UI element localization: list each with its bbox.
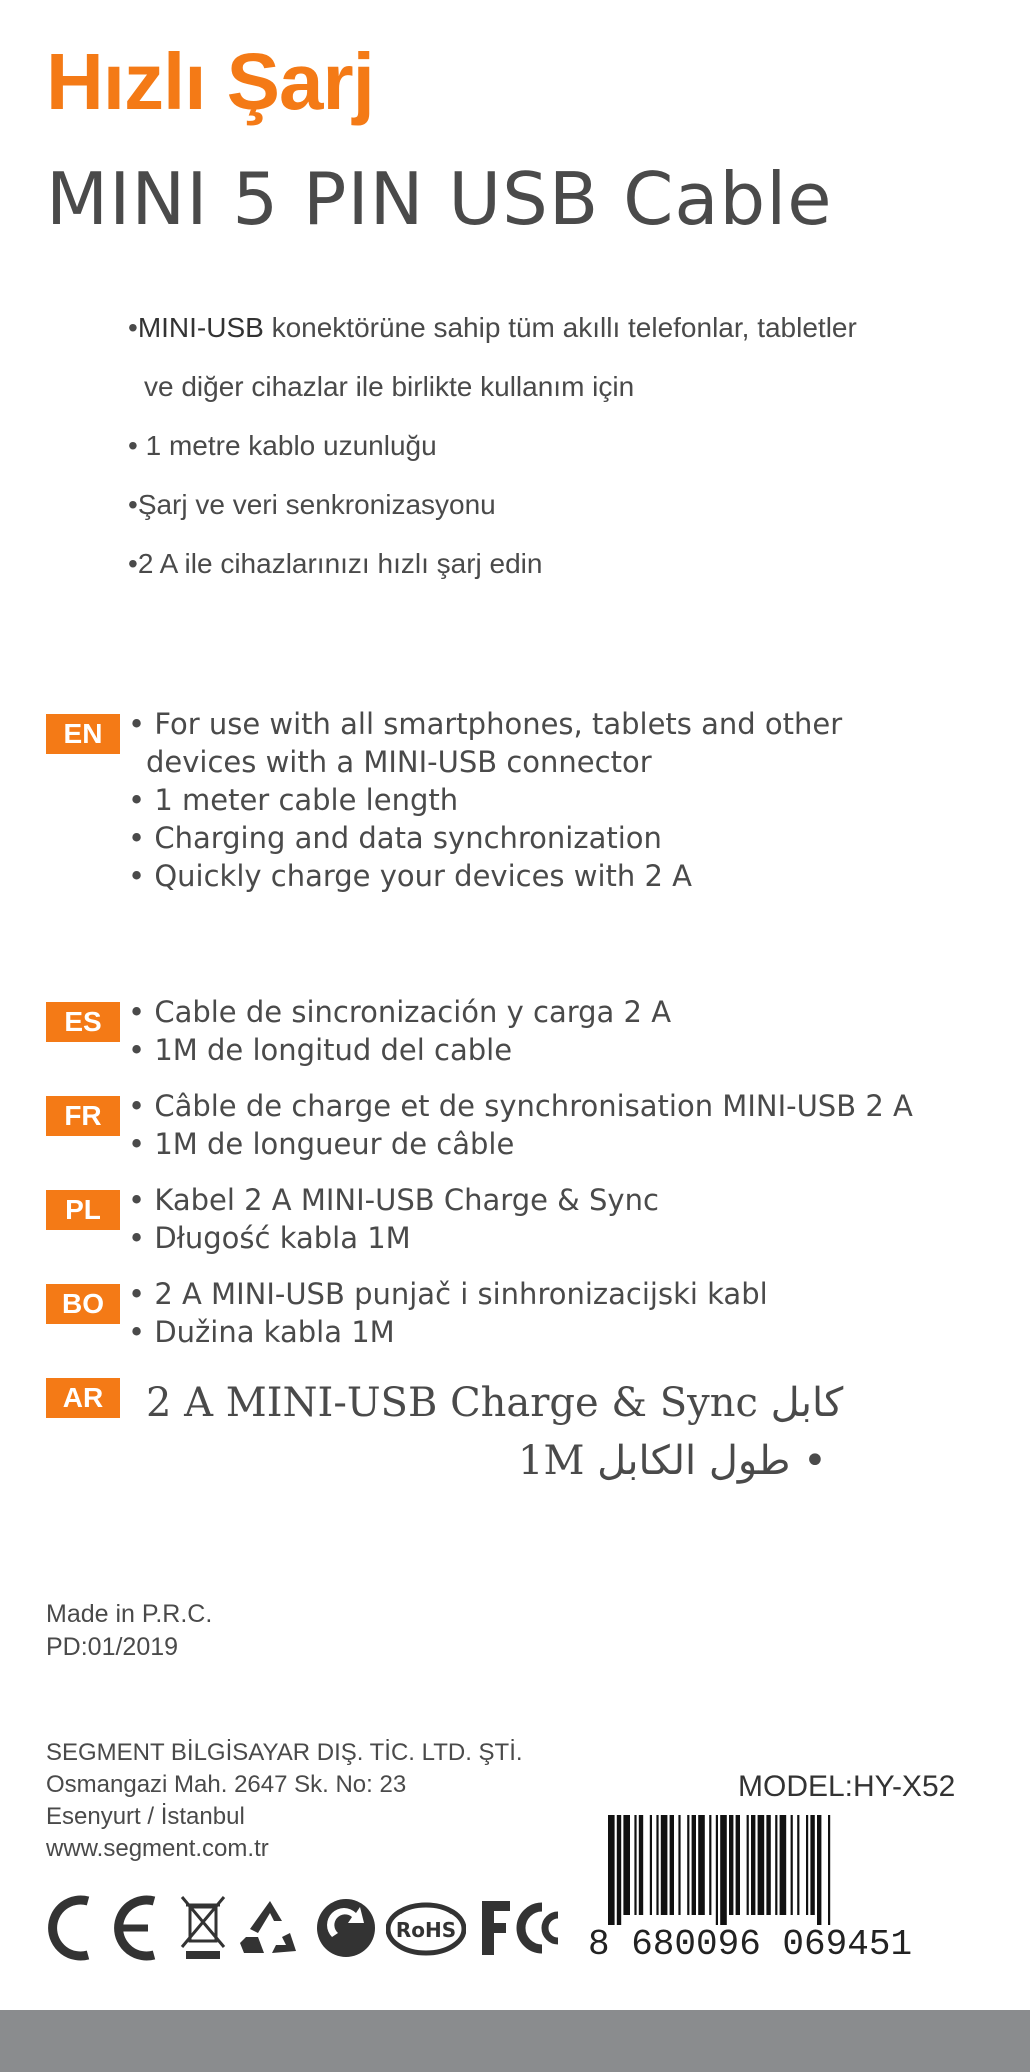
barcode-bar (817, 1815, 821, 1925)
lang-tag-pl: PL (46, 1190, 120, 1230)
lang-tag-bo: BO (46, 1284, 120, 1324)
recycle-icon (238, 1893, 302, 1963)
barcode-bar (661, 1815, 668, 1915)
company-address-2: Esenyurt / İstanbul (46, 1803, 245, 1830)
list-item: •MINI-USB konektörüne sahip tüm akıllı telefonlar, tabletler (128, 312, 857, 343)
barcode (608, 1815, 970, 1925)
barcode-bar (780, 1815, 787, 1915)
ce-mark-icon (44, 1893, 164, 1963)
list-item: •Şarj ve veri senkronizasyonu (128, 489, 496, 520)
barcode-bar (692, 1815, 696, 1915)
origin-info (46, 1598, 212, 1664)
list-item: • 2 A MINI-USB punjač i sinhronizacijski kabl (128, 1277, 768, 1311)
barcode-bar (775, 1815, 777, 1915)
arabic-line-2: 1M طول الكابل • (518, 1438, 827, 1484)
barcode-bar (751, 1815, 755, 1915)
company-website: www.segment.com.tr (46, 1835, 269, 1862)
barcode-bar (608, 1815, 615, 1925)
list-item: • Kabel 2 A MINI-USB Charge & Sync (128, 1183, 659, 1217)
lang-tag-es: ES (46, 1002, 120, 1042)
model-number: MODEL:HY-X52 (738, 1770, 956, 1803)
product-subtitle: MINI 5 PIN USB Cable (46, 157, 833, 241)
list-item: • 1M de longueur de câble (128, 1127, 515, 1161)
barcode-bar (634, 1815, 636, 1915)
list-item: • For use with all smartphones, tablets and other (128, 707, 843, 741)
lang-block-en (128, 705, 842, 895)
lang-block-pl (128, 1181, 659, 1257)
green-dot-icon (314, 1893, 378, 1963)
barcode-bar (623, 1815, 630, 1915)
barcode-bar (810, 1815, 814, 1915)
barcode-bar (766, 1815, 770, 1915)
turkish-feature-list (128, 298, 988, 593)
barcode-bar (678, 1815, 680, 1915)
weee-bin-icon (180, 1893, 226, 1963)
list-item: ve diğer cihazlar ile birlikte kullanım için (144, 371, 635, 402)
barcode-bar (670, 1815, 674, 1915)
lang-tag-fr: FR (46, 1096, 120, 1136)
barcode-bar (736, 1815, 740, 1915)
production-date: PD:01/2019 (46, 1633, 179, 1661)
list-item: • Cable de sincronización y carga 2 A (128, 995, 672, 1029)
barcode-bar (747, 1815, 749, 1915)
lang-block-fr (128, 1087, 913, 1163)
rohs-icon (386, 1893, 466, 1963)
list-item: devices with a MINI-USB connector (146, 745, 652, 779)
barcode-bar (720, 1815, 727, 1925)
company-info (46, 1737, 523, 1865)
barcode-bar (687, 1815, 689, 1915)
list-item: • 1 meter cable length (128, 783, 459, 817)
arabic-line-1: 2 A MINI-USB Charge & Sync كابل (146, 1380, 844, 1426)
barcode-bar (729, 1815, 733, 1915)
lang-block-bo (128, 1275, 768, 1351)
barcode-bar (791, 1815, 793, 1915)
barcode-bar (828, 1815, 830, 1925)
product-title: Hızlı Şarj (46, 37, 374, 126)
lang-block-es (128, 993, 671, 1069)
list-item: • Dužina kabla 1M (128, 1315, 395, 1349)
barcode-bar (716, 1815, 718, 1925)
footer-bar (0, 2010, 1030, 2072)
lang-tag-en: EN (46, 714, 120, 754)
made-in-text: Made in P.R.C. (46, 1600, 213, 1628)
list-item: • Câble de charge et de synchronisation MINI-USB 2 A (128, 1089, 913, 1123)
lang-tag-ar: AR (46, 1378, 120, 1418)
list-item: • 1 metre kablo uzunluğu (128, 430, 437, 461)
svg-text:RoHS: RoHS (395, 1918, 457, 1942)
barcode-bar (656, 1815, 658, 1915)
barcode-bar (758, 1815, 765, 1915)
company-name: SEGMENT BİLGİSAYAR DIŞ. TİC. LTD. ŞTİ. (46, 1739, 523, 1766)
barcode-bar (797, 1815, 799, 1915)
company-address-1: Osmangazi Mah. 2647 Sk. No: 23 (46, 1771, 407, 1798)
list-item: • Quickly charge your devices with 2 A (128, 859, 692, 893)
barcode-bar (709, 1815, 711, 1915)
barcode-bar (650, 1815, 652, 1915)
list-item: • Długość kabla 1M (128, 1221, 411, 1255)
fcc-icon (476, 1893, 566, 1963)
barcode-bar (698, 1815, 705, 1915)
list-item: •2 A ile cihazlarınızı hızlı şarj edin (128, 548, 543, 579)
list-item: • Charging and data synchronization (128, 821, 662, 855)
barcode-bar (639, 1815, 643, 1915)
list-item: • 1M de longitud del cable (128, 1033, 513, 1067)
barcode-bar (617, 1815, 621, 1925)
barcode-bar (806, 1815, 808, 1915)
barcode-digits: 8 680096 069451 (588, 1924, 913, 1965)
